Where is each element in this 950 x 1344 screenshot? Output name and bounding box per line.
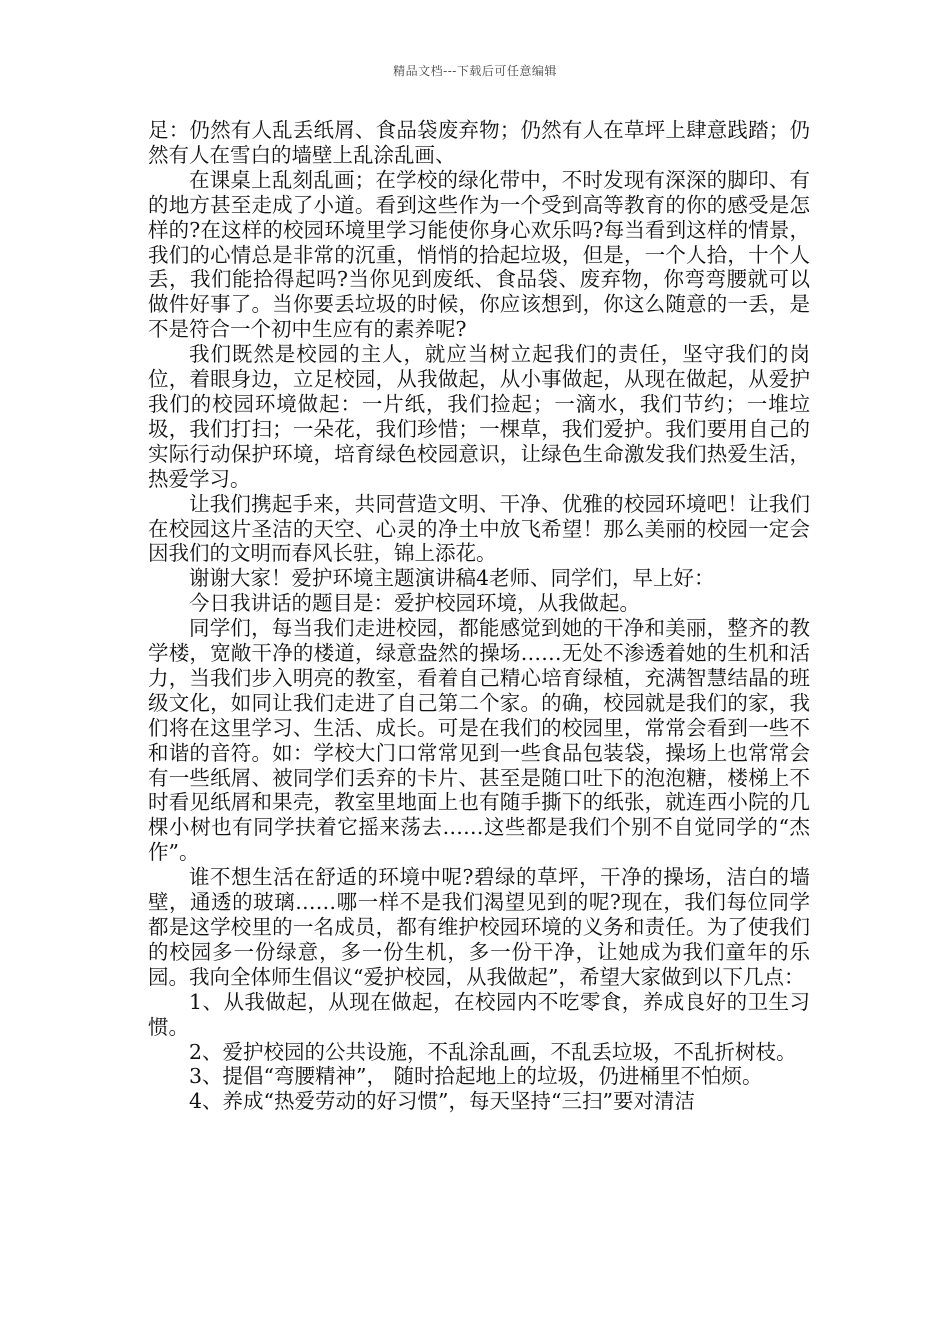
list-item: 4、养成“热爱劳动的好习惯”，每天坚持“三扫”要对清洁 <box>189 1089 695 1114</box>
list-item: 2、爱护校园的公共设施，不乱涂乱画，不乱丢垃圾，不乱折树枝。 <box>189 1039 797 1064</box>
paragraph: 同学们，每当我们走进校园，都能感觉到她的干净和美丽，整齐的教学楼，宽敞干净的楼道，绿意盎然的操场……无处不渗透着她的生机和活力，当我们步入明亮的教室，看着自己精心培育绿植，充满智慧结晶的班级文化，如同让我们走进了自己第二个家。的确，校园就是我们的家，我们将在这里学习、生活、成长。可是在我们的校园里，常常会看到一些不和谐的音符。如：学校大门口常常见到一些食品包装袋，操场上也常常会有一些纸屑、被同学们丢弃的卡片、甚至是随口吐下的泡泡糖，楼梯上不时看见纸屑和果壳，教室里地面上也有随手撕下的纸张，就连西小院的几棵小树也有同学扶着它摇来荡去……这些都是我们个别不自觉同学的“杰作”。 <box>148 616 810 865</box>
paragraph: 谢谢大家！爱护环境主题演讲稿4老师、同学们，早上好： <box>189 566 715 591</box>
list-item: 3、提倡“弯腰精神”， 随时拾起地上的垃圾，仍进桶里不怕烦。 <box>189 1064 763 1089</box>
page-header: 精品文档---下载后可任意编辑 <box>393 64 557 78</box>
paragraph: 在课桌上乱刻乱画；在学校的绿化带中，不时发现有深深的脚印、有的地方甚至走成了小道。看到这些作为一个受到高等教育的你的感受是怎样的?在这样的校园环境里学习能使你身心欢乐吗?每当看到这样的情景，我们的心情总是非常的沉重，悄悄的拾起垃圾，但是，一个人拾，十个人丢，我们能拾得起吗?当你见到废纸、食品袋、废弃物，你弯弯腰就可以做件好事了。当你要丢垃圾的时候，你应该想到，你这么随意的一丢，是不是符合一个初中生应有的素养呢? <box>148 167 810 342</box>
list-item: 1、从我做起，从现在做起，在校园内不吃零食，养成良好的卫生习惯。 <box>148 989 810 1039</box>
paragraph: 我们既然是校园的主人，就应当树立起我们的责任，坚守我们的岗位，着眼身边，立足校园，从我做起，从小事做起，从现在做起，从爱护我们的校园环境做起：一片纸，我们捡起；一滴水，我们节约；一堆垃圾，我们打扫；一朵花，我们珍惜；一棵草，我们爱护。我们要用自己的实际行动保护环境，培育绿色校园意识，让绿色生命激发我们热爱生活，热爱学习。 <box>148 342 810 491</box>
paragraph: 足：仍然有人乱丢纸屑、食品袋废弃物；仍然有人在草坪上肆意践踏；仍然有人在雪白的墙壁上乱涂乱画、 <box>148 118 810 167</box>
paragraph: 今日我讲话的题目是：爱护校园环境，从我做起。 <box>189 591 640 616</box>
document-body <box>148 118 810 1114</box>
paragraph: 谁不想生活在舒适的环境中呢?碧绿的草坪，干净的操场，洁白的墙壁，通透的玻璃……哪一样不是我们渴望见到的呢?现在，我们每位同学都是这学校里的一名成员，都有维护校园环境的义务和责任。为了使我们的校园多一份绿意，多一份生机，多一份干净，让她成为我们童年的乐园。我向全体师生倡议“爱护校园，从我做起”，希望大家做到以下几点： <box>148 865 810 989</box>
paragraph: 让我们携起手来，共同营造文明、干净、优雅的校园环境吧！让我们在校园这片圣洁的天空、心灵的净土中放飞希望！那么美丽的校园一定会因我们的文明而春风长驻，锦上添花。 <box>148 491 810 566</box>
